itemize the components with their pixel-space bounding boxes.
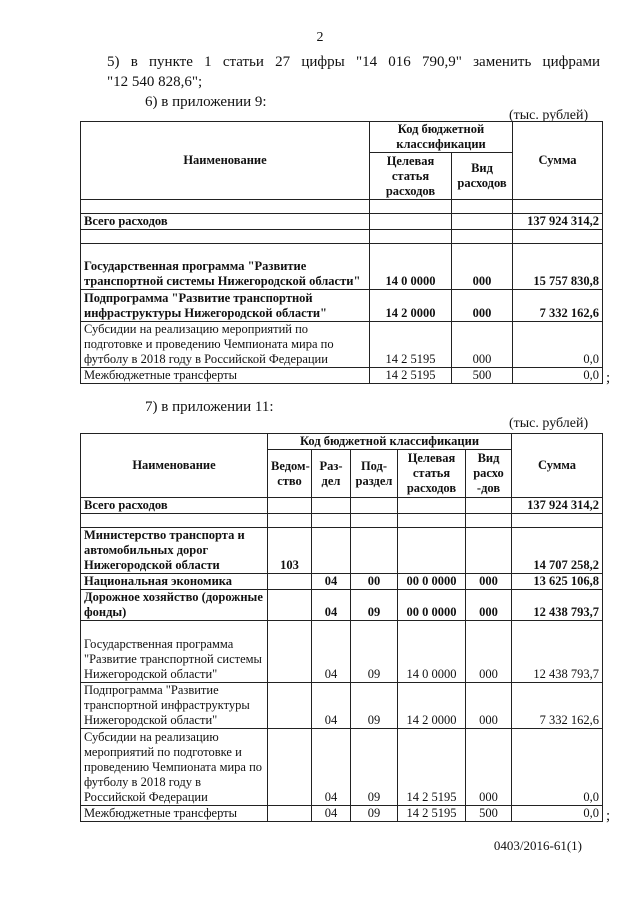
row-dept bbox=[268, 683, 312, 729]
row-sum: 14 707 258,2 bbox=[512, 528, 603, 574]
row-section: 04 bbox=[312, 574, 351, 590]
row-subsection: 09 bbox=[351, 590, 398, 621]
row-name: Всего расходов bbox=[81, 214, 370, 230]
paragraph-5-line-2: "12 540 828,6"; bbox=[107, 74, 203, 90]
row-sum: 12 438 793,7 bbox=[512, 590, 603, 621]
row-name: Государственная программа "Развитие транспортной системы Нижегородской области" bbox=[81, 244, 370, 290]
row-target: 14 0 0000 bbox=[398, 621, 466, 683]
row-sum: 0,0 bbox=[512, 729, 603, 806]
row-name: Межбюджетные трансферты bbox=[81, 368, 370, 384]
row-type: 500 bbox=[452, 368, 513, 384]
header-code-group: Код бюджетной классификации bbox=[370, 122, 513, 153]
row-section: 04 bbox=[312, 683, 351, 729]
row-target: 14 2 5195 bbox=[398, 806, 466, 822]
table-row bbox=[81, 729, 603, 806]
unit-label-table-9: (тыс. рублей) bbox=[509, 108, 589, 123]
row-sum: 13 625 106,8 bbox=[512, 574, 603, 590]
table-row bbox=[81, 806, 603, 822]
appendix-11-table bbox=[80, 433, 603, 822]
header-name: Наименование bbox=[81, 122, 370, 200]
row-target: 14 2 5195 bbox=[398, 729, 466, 806]
header-section: Раз-дел bbox=[312, 450, 351, 498]
table-11-end-mark: ; bbox=[606, 808, 611, 824]
row-subsection bbox=[351, 498, 398, 514]
row-section bbox=[312, 498, 351, 514]
row-name: Министерство транспорта и автомобильных дорог Нижегородской области bbox=[81, 528, 268, 574]
row-target bbox=[398, 528, 466, 574]
row-target bbox=[370, 214, 452, 230]
row-dept bbox=[268, 590, 312, 621]
row-sum: 0,0 bbox=[513, 368, 603, 384]
row-type bbox=[466, 528, 512, 574]
row-name: Дорожное хозяйство (дорожные фонды) bbox=[81, 590, 268, 621]
header-dept: Ведом-ство bbox=[268, 450, 312, 498]
row-dept: 103 bbox=[268, 528, 312, 574]
row-name: Национальная экономика bbox=[81, 574, 268, 590]
table-row bbox=[81, 621, 603, 683]
row-target: 00 0 0000 bbox=[398, 590, 466, 621]
row-target: 14 2 5195 bbox=[370, 368, 452, 384]
row-subsection: 09 bbox=[351, 621, 398, 683]
table-9-end-mark: ; bbox=[606, 370, 611, 386]
row-sum: 12 438 793,7 bbox=[512, 621, 603, 683]
row-target: 14 2 5195 bbox=[370, 322, 452, 368]
row-name: Всего расходов bbox=[81, 498, 268, 514]
row-sum: 15 757 830,8 bbox=[513, 244, 603, 290]
row-type: 000 bbox=[466, 590, 512, 621]
header-name: Наименование bbox=[81, 434, 268, 498]
row-type: 000 bbox=[466, 621, 512, 683]
row-name: Субсидии на реализацию мероприятий по подготовке и проведению Чемпионата мира по футболу в 2018 году в Российской Федерации bbox=[81, 729, 268, 806]
row-subsection bbox=[351, 528, 398, 574]
row-name: Подпрограмма "Развитие транспортной инфраструктуры Нижегородской области" bbox=[81, 683, 268, 729]
row-type: 000 bbox=[466, 729, 512, 806]
row-name: Субсидии на реализацию мероприятий по подготовке и проведению Чемпионата мира по футболу в 2018 году в Российской Федерации bbox=[81, 322, 370, 368]
header-code-group: Код бюджетной классификации bbox=[268, 434, 512, 450]
row-name: Межбюджетные трансферты bbox=[81, 806, 268, 822]
table-row bbox=[81, 574, 603, 590]
row-type bbox=[452, 214, 513, 230]
document-number: 0403/2016-61(1) bbox=[493, 838, 582, 853]
row-section: 04 bbox=[312, 806, 351, 822]
table-row bbox=[81, 214, 603, 230]
table-row bbox=[81, 322, 603, 368]
row-dept bbox=[268, 621, 312, 683]
row-sum: 0,0 bbox=[512, 806, 603, 822]
header-sum: Сумма bbox=[512, 434, 603, 498]
row-sum: 0,0 bbox=[513, 322, 603, 368]
header-type: Вид расхо -дов bbox=[466, 450, 512, 498]
row-dept bbox=[268, 806, 312, 822]
row-target: 14 0 0000 bbox=[370, 244, 452, 290]
row-subsection: 09 bbox=[351, 729, 398, 806]
paragraph-6: 6) в приложении 9: bbox=[145, 94, 267, 110]
row-target: 14 2 0000 bbox=[370, 290, 452, 322]
page-number: 2 bbox=[316, 30, 324, 45]
table-row bbox=[81, 244, 603, 290]
row-sum: 137 924 314,2 bbox=[512, 498, 603, 514]
row-name: Государственная программа "Развитие транспортной системы Нижегородской области" bbox=[81, 621, 268, 683]
row-name: Подпрограмма "Развитие транспортной инфраструктуры Нижегородской области" bbox=[81, 290, 370, 322]
header-sum: Сумма bbox=[513, 122, 603, 200]
paragraph-5-line-1: 5) в пункте 1 статьи 27 цифры "14 016 790,9" заменить цифрами bbox=[107, 54, 600, 70]
row-sum: 7 332 162,6 bbox=[513, 290, 603, 322]
row-type: 000 bbox=[452, 244, 513, 290]
table-row bbox=[81, 528, 603, 574]
table-row bbox=[81, 368, 603, 384]
table-row bbox=[81, 498, 603, 514]
header-target: Целевая статья расходов bbox=[370, 153, 452, 200]
row-subsection: 09 bbox=[351, 806, 398, 822]
paragraph-7: 7) в приложении 11: bbox=[145, 399, 274, 415]
row-dept bbox=[268, 498, 312, 514]
header-subsection: Под-раздел bbox=[351, 450, 398, 498]
table-row bbox=[81, 683, 603, 729]
row-dept bbox=[268, 729, 312, 806]
row-section: 04 bbox=[312, 729, 351, 806]
table-row bbox=[81, 290, 603, 322]
row-type: 000 bbox=[452, 322, 513, 368]
row-type: 000 bbox=[466, 574, 512, 590]
row-subsection: 00 bbox=[351, 574, 398, 590]
row-type: 500 bbox=[466, 806, 512, 822]
row-section: 04 bbox=[312, 621, 351, 683]
appendix-9-table bbox=[80, 121, 603, 384]
header-type: Вид расходов bbox=[452, 153, 513, 200]
row-type bbox=[466, 498, 512, 514]
row-type: 000 bbox=[452, 290, 513, 322]
row-section: 04 bbox=[312, 590, 351, 621]
row-target bbox=[398, 498, 466, 514]
row-type: 000 bbox=[466, 683, 512, 729]
row-target: 00 0 0000 bbox=[398, 574, 466, 590]
row-sum: 137 924 314,2 bbox=[513, 214, 603, 230]
unit-label-table-11: (тыс. рублей) bbox=[509, 416, 589, 431]
header-target: Целевая статья расходов bbox=[398, 450, 466, 498]
row-section bbox=[312, 528, 351, 574]
row-target: 14 2 0000 bbox=[398, 683, 466, 729]
row-subsection: 09 bbox=[351, 683, 398, 729]
row-dept bbox=[268, 574, 312, 590]
row-sum: 7 332 162,6 bbox=[512, 683, 603, 729]
table-row bbox=[81, 590, 603, 621]
